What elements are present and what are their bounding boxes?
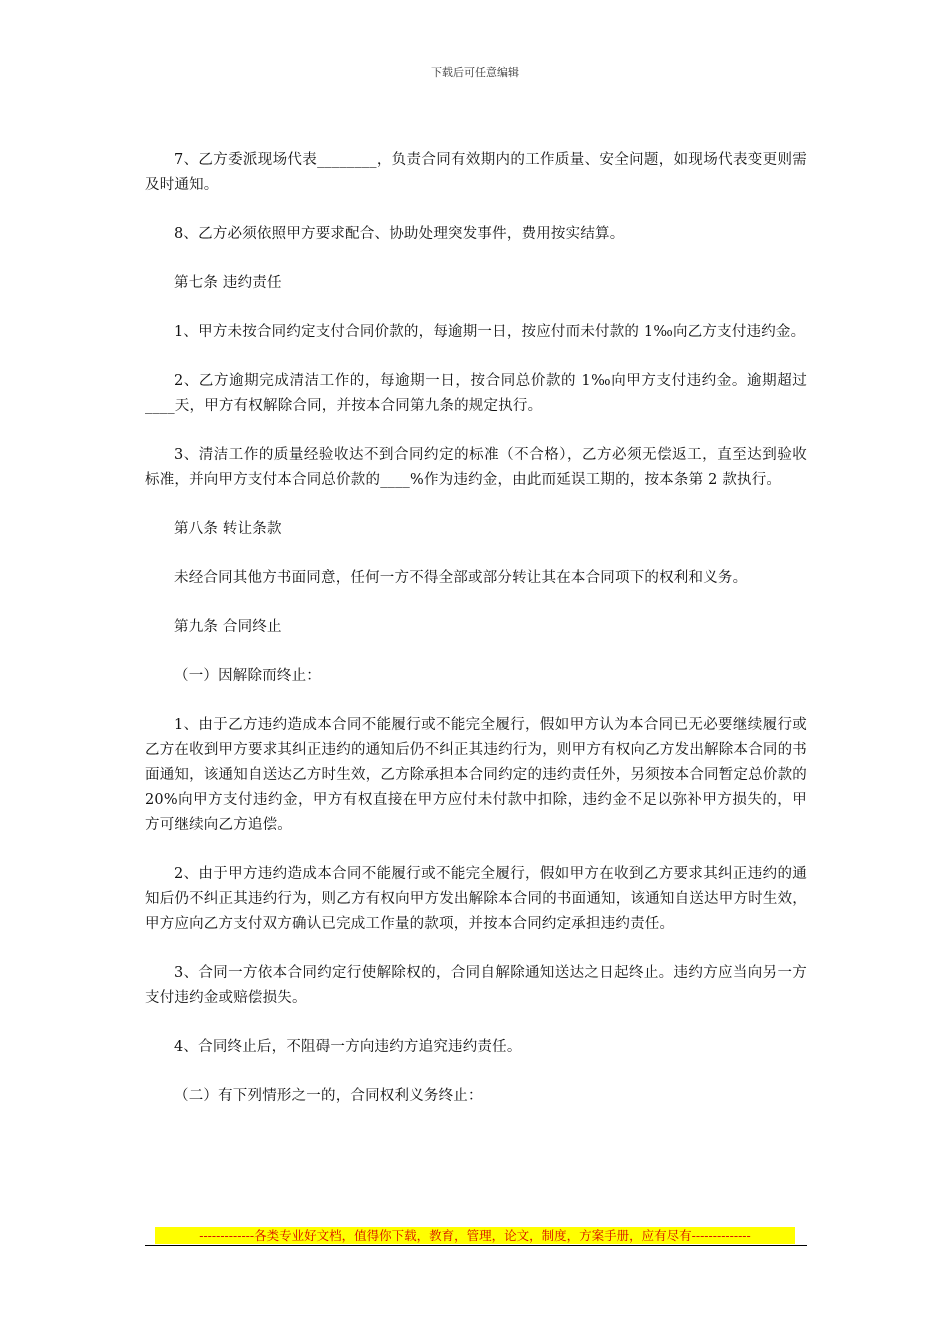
section-heading-article-7: 第七条 违约责任 [174, 275, 282, 291]
footer-banner: -------------各类专业好文档，值得你下载，教育，管理，论文，制度，方案手册，应有尽有-------------- [155, 1227, 795, 1244]
paragraph-termination-1: 1、由于乙方违约造成本合同不能履行或不能完全履行，假如甲方认为本合同已无必要继续履行或乙方在收到甲方要求其纠正违约的通知后仍不纠正其违约行为，则甲方有权向乙方发出解除本合同的书面通知，该通知自送达乙方时生效，乙方除承担本合同约定的违约责任外，另须按本合同暂定总价款的 20%向甲方支付违约金，甲方有权直接在甲方应付未付款中扣除，违约金不足以弥补甲方损失的，甲方可继续向乙方追偿。 [145, 717, 807, 833]
paragraph-breach-1: 1、甲方未按合同约定支付合同价款的，每逾期一日，按应付而未付款的 1‰向乙方支付违约金。 [174, 324, 806, 340]
paragraph-clause-8: 8、乙方必须依照甲方要求配合、协助处理突发事件，费用按实结算。 [174, 226, 625, 242]
paragraph-termination-4: 4、合同终止后，不阻碍一方向违约方追究违约责任。 [174, 1039, 522, 1055]
footer-divider [145, 1245, 807, 1246]
page-header: 下载后可任意编辑 [431, 66, 519, 79]
paragraph-breach-2: 2、乙方逾期完成清洁工作的，每逾期一日，按合同总价款的 1‰向甲方支付违约金。逾期超过____天，甲方有权解除合同，并按本合同第九条的规定执行。 [145, 373, 807, 414]
paragraph-transfer: 未经合同其他方书面同意，任何一方不得全部或部分转让其在本合同项下的权利和义务。 [174, 570, 748, 586]
paragraph-clause-7: 7、乙方委派现场代表________，负责合同有效期内的工作质量、安全问题，如现场代表变更则需及时通知。 [145, 152, 807, 193]
subheading-termination-by-rescission: （一）因解除而终止： [174, 668, 321, 684]
paragraph-termination-2: 2、由于甲方违约造成本合同不能履行或不能完全履行，假如甲方在收到乙方要求其纠正违约的通知后仍不纠正其违约行为，则乙方有权向甲方发出解除本合同的书面通知，该通知自送达甲方时生效，甲方应向乙方支付双方确认已完成工作量的款项，并按本合同约定承担违约责任。 [145, 866, 807, 932]
paragraph-termination-3: 3、合同一方依本合同约定行使解除权的，合同自解除通知送达之日起终止。违约方应当向另一方支付违约金或赔偿损失。 [145, 965, 807, 1006]
document-body [145, 148, 807, 1133]
section-heading-article-9: 第九条 合同终止 [174, 619, 282, 635]
section-heading-article-8: 第八条 转让条款 [174, 521, 282, 537]
paragraph-breach-3: 3、清洁工作的质量经验收达不到合同约定的标准（不合格），乙方必须无偿返工，直至达到验收标准，并向甲方支付本合同总价款的____%作为违约金，由此而延误工期的，按本条第 2 款执行。 [145, 447, 807, 488]
subheading-termination-conditions: （二）有下列情形之一的，合同权利义务终止： [174, 1088, 483, 1104]
